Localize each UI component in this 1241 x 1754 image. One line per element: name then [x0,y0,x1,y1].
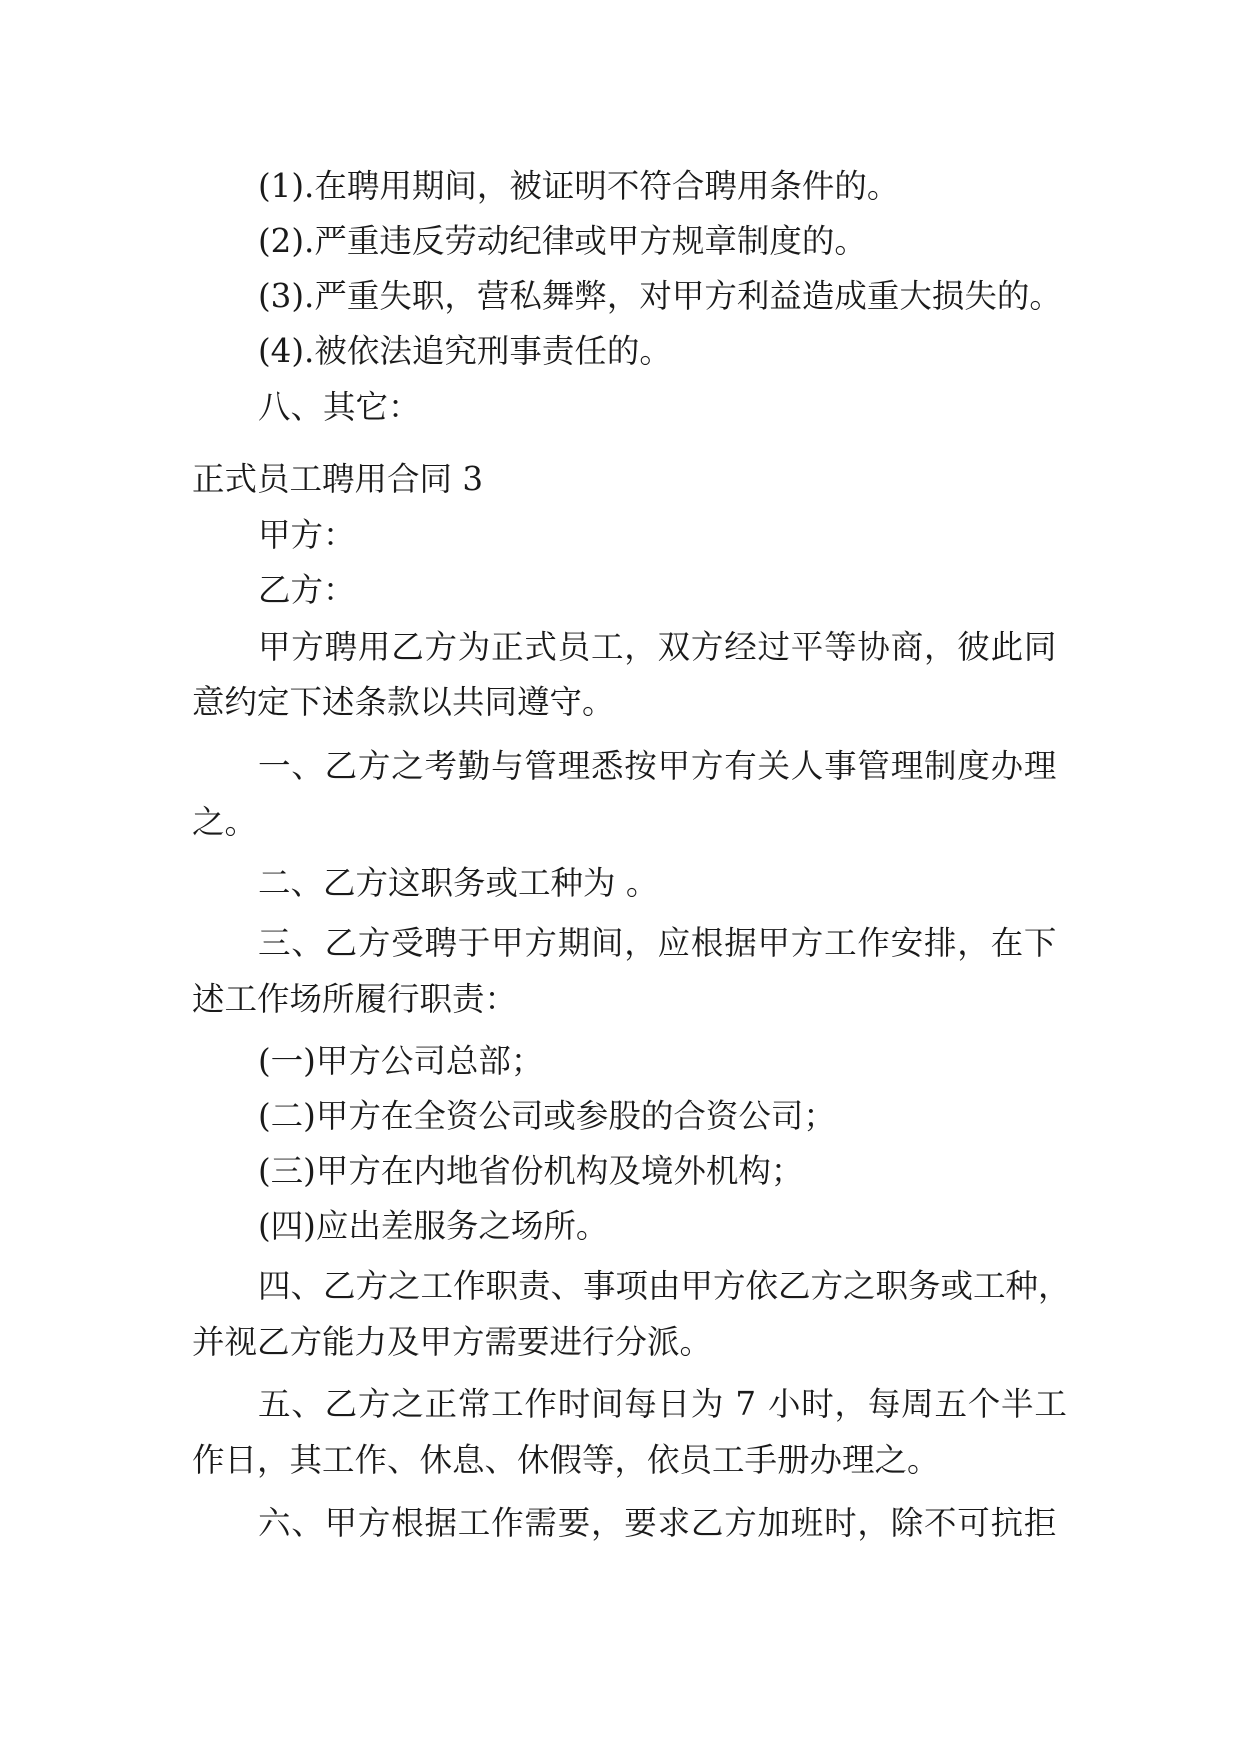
clause-item-2: (2).严重违反劳动纪律或甲方规章制度的。 [258,222,867,260]
paragraph-intro-line-1: 甲方聘用乙方为正式员工，双方经过平等协商，彼此同 [258,628,1058,666]
clause-item-1: (1).在聘用期间，被证明不符合聘用条件的。 [258,167,900,205]
workplace-item-4: (四)应出差服务之场所。 [258,1207,609,1245]
clause-two: 二、乙方这职务或工种为 。 [258,864,659,902]
clause-six-line-1: 六、甲方根据工作需要，要求乙方加班时，除不可抗拒 [258,1504,1058,1542]
clause-three-line-2: 述工作场所履行职责： [192,980,518,1018]
contract-title: 正式员工聘用合同 3 [192,460,484,498]
clause-one-line-2: 之。 [192,803,258,841]
clause-five-line-1: 五、乙方之正常工作时间每日为 7 小时，每周五个半工 [258,1385,1068,1423]
clause-four-line-2: 并视乙方能力及甲方需要进行分派。 [192,1323,713,1361]
clause-one-line-1: 一、乙方之考勤与管理悉按甲方有关人事管理制度办理 [258,747,1058,785]
section-heading-other: 八、其它： [258,388,421,426]
clause-item-3: (3).严重失职，营私舞弊，对甲方利益造成重大损失的。 [258,277,1062,315]
clause-three-line-1: 三、乙方受聘于甲方期间，应根据甲方工作安排，在下 [258,924,1058,962]
clause-five-line-2: 作日，其工作、休息、休假等，依员工手册办理之。 [192,1441,940,1479]
workplace-item-3: (三)甲方在内地省份机构及境外机构； [258,1152,804,1190]
paragraph-intro-line-2: 意约定下述条款以共同遵守。 [192,683,615,721]
clause-four-line-1: 四、乙方之工作职责、事项由甲方依乙方之职务或工种， [258,1267,1071,1305]
workplace-item-2: (二)甲方在全资公司或参股的合资公司； [258,1097,836,1135]
workplace-item-1: (一)甲方公司总部； [258,1042,544,1080]
party-a-label: 甲方： [258,516,356,554]
clause-item-4: (4).被依法追究刑事责任的。 [258,332,672,370]
party-b-label: 乙方： [258,571,356,609]
